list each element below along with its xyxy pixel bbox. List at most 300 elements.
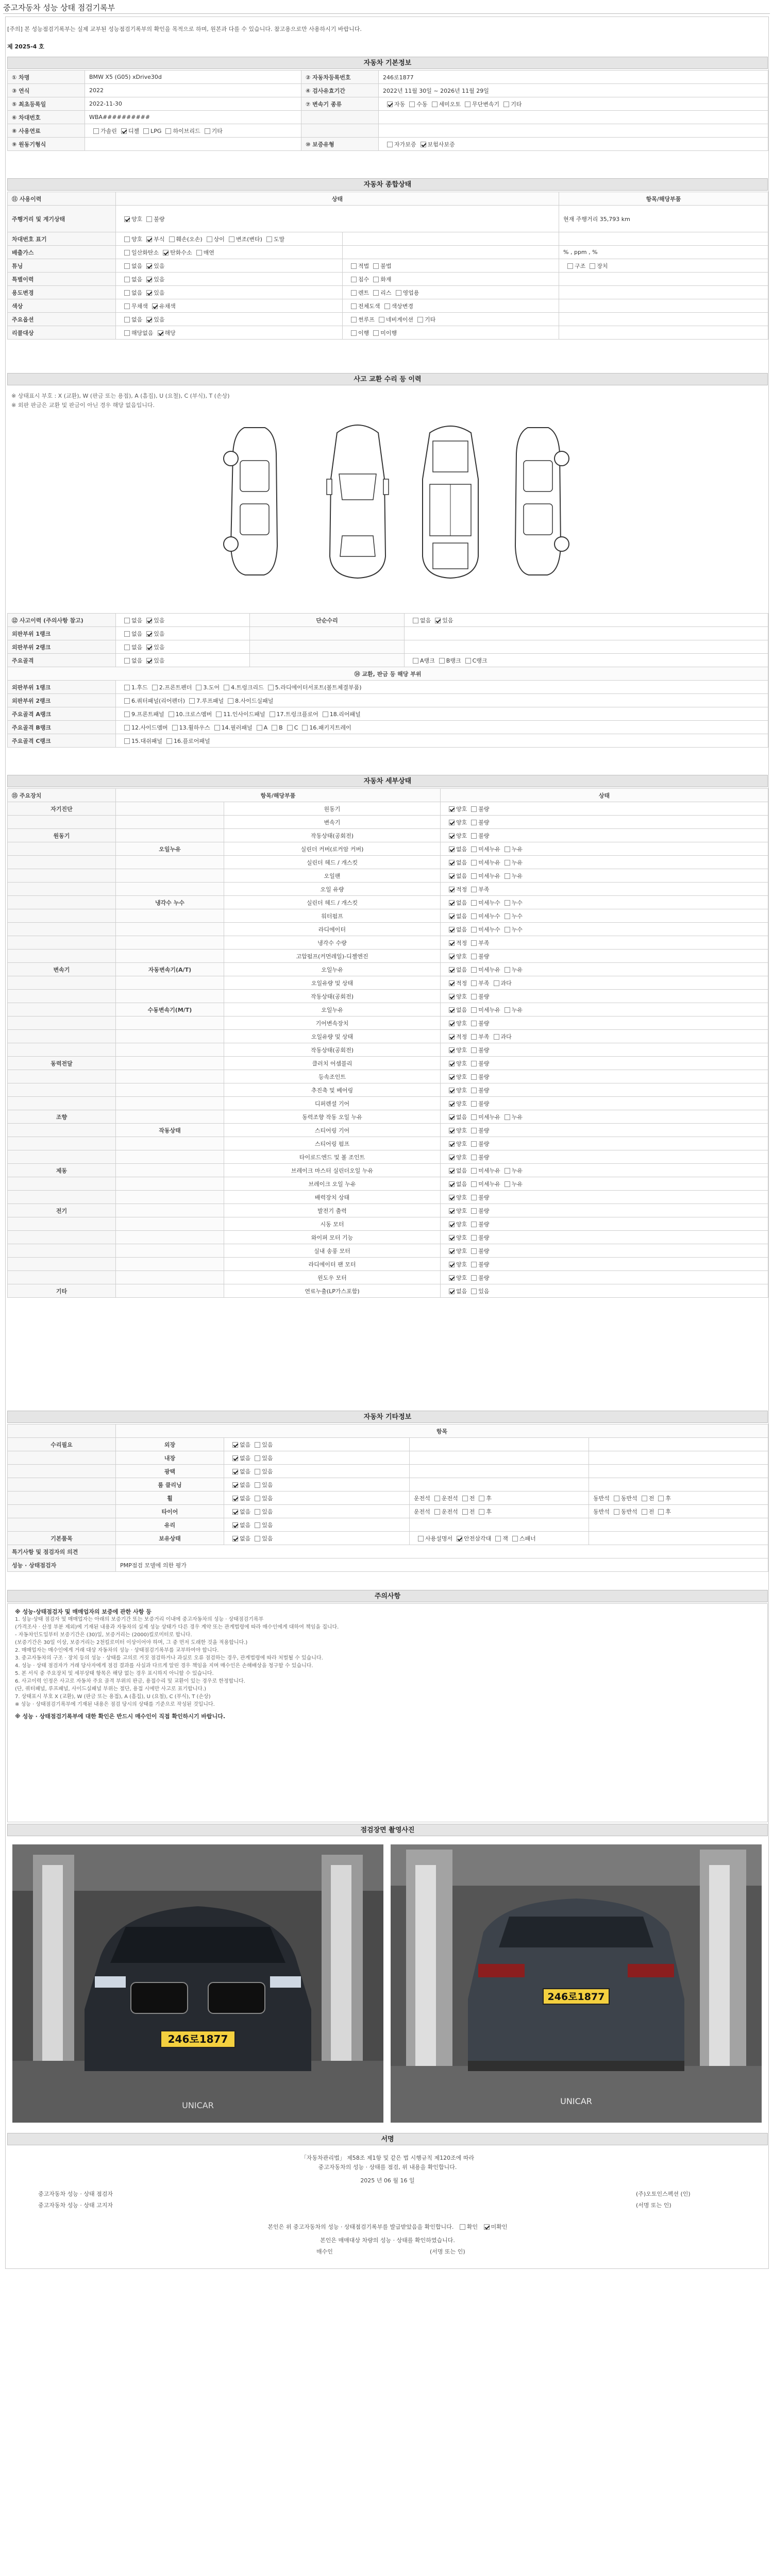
damage-part-checkbox[interactable] [196,685,201,690]
detail-checkbox[interactable] [505,967,510,973]
general-checkbox[interactable] [124,330,130,336]
etc-option: 없음 [240,1454,251,1462]
detail-checkbox[interactable] [471,1074,477,1080]
detail-checkbox[interactable] [449,927,455,933]
basic-field-label: ⑩ 보증유형 [306,141,334,148]
etc-checkbox[interactable] [255,1482,260,1488]
general-checkbox[interactable] [146,290,152,296]
detail-checkbox[interactable] [505,900,510,906]
detail-checkbox[interactable] [505,927,510,933]
detail-checkbox[interactable] [449,806,455,812]
general-checkbox[interactable] [152,303,158,309]
damage-part-checkbox[interactable] [287,725,293,731]
general-checkbox[interactable] [124,263,130,269]
detail-checkbox[interactable] [471,1155,477,1160]
consent-check-confirm[interactable] [460,2224,465,2230]
notice-text: [주의] 본 성능점검기록부는 실제 교부된 성능점검기록부의 확인을 목적으로 하며, 원본과 다를 수 있습니다. 참고용으로만 사용하시기 바랍니다. [7,26,362,32]
detail-checkbox[interactable] [471,994,477,999]
general-checkbox[interactable] [146,317,152,323]
etc-pos-option: 후 [486,1495,492,1502]
detail-checkbox[interactable] [449,860,455,866]
detail-checkbox[interactable] [505,1007,510,1013]
table-cell [8,816,116,829]
detail-checkbox[interactable] [449,1235,455,1241]
etc-pos-checkbox[interactable] [479,1509,484,1515]
table-cell [8,1258,116,1271]
detail-checkbox[interactable] [449,1262,455,1267]
table-cell [224,936,441,950]
damage-part-checkbox[interactable] [270,711,275,717]
detail-checkbox[interactable] [471,887,477,892]
mileage-value: 현재 주행거리 35,793 km [563,215,630,223]
detail-checkbox[interactable] [449,1208,455,1214]
general-more-checkbox[interactable] [379,317,384,323]
detail-item: 스티어링 기어 [314,1127,350,1134]
damage-part-option: C [294,724,298,731]
general-more-checkbox[interactable] [373,330,379,336]
etc-checkbox[interactable] [255,1522,260,1528]
detail-option: 불량 [478,1207,490,1214]
table-cell [8,1505,116,1518]
damage-checkbox[interactable] [124,645,130,650]
detail-checkbox[interactable] [449,1222,455,1227]
damage-part-checkbox[interactable] [302,725,308,731]
general-checkbox[interactable] [266,236,272,242]
detail-checkbox[interactable] [471,913,477,919]
etc-pos2-checkbox[interactable] [614,1509,619,1515]
table-cell [116,681,768,694]
detail-checkbox[interactable] [471,1128,477,1133]
detail-checkbox[interactable] [471,1021,477,1026]
damage-part-checkbox[interactable] [124,698,130,704]
etc-more-checkbox[interactable] [512,1536,518,1541]
detail-option: 없음 [456,966,467,973]
detail-checkbox[interactable] [471,873,477,879]
detail-checkbox[interactable] [449,1141,455,1147]
table-cell [8,990,116,1003]
detail-checkbox[interactable] [505,913,510,919]
detail-option: 부족 [478,979,490,987]
detail-checkbox[interactable] [471,954,477,959]
transmission-checkbox[interactable] [465,101,470,107]
general-more-checkbox[interactable] [351,290,357,296]
table-cell [410,1505,589,1518]
detail-checkbox[interactable] [449,1195,455,1200]
fuel-option: 디젤 [128,127,140,134]
caution-line: (가격조사 · 산정 부분 제외)에 기재된 내용과 자동차의 실제 성능 상태가 다른 경우 계약 또는 관계법령에 따라 매수인에게 대하여 책임을 집니다. [15,1624,339,1630]
caution-title: ※ 성능·상태점검자 및 매매업자의 보증에 관한 사항 등 [15,1608,152,1615]
detail-checkbox[interactable] [449,1034,455,1040]
general-more2-checkbox[interactable] [567,263,573,269]
detail-option: 미세누유 [478,845,500,853]
damage-part-checkbox[interactable] [214,725,220,731]
damage-part-checkbox[interactable] [124,685,130,690]
damage-part-checkbox[interactable] [189,698,195,704]
table-cell [224,976,441,990]
etc-checkbox[interactable] [232,1482,238,1488]
fuel-checkbox[interactable] [93,128,99,134]
table-cell [8,1518,116,1532]
detail-checkbox[interactable] [449,1248,455,1254]
table-row [8,1083,768,1097]
damage-part-checkbox[interactable] [152,685,158,690]
damage-checkbox[interactable] [146,618,152,623]
damage-row-label: 주요골격 [12,657,34,664]
fuel-checkbox[interactable] [205,128,210,134]
detail-checkbox[interactable] [471,833,477,839]
etc-checkbox[interactable] [232,1509,238,1515]
detail-item: 타이로드엔드 및 볼 조인트 [299,1154,365,1161]
damage-part-checkbox[interactable] [124,711,130,717]
detail-checkbox[interactable] [449,820,455,825]
general-option: 있음 [154,276,165,283]
table-row [8,1518,768,1532]
detail-checkbox[interactable] [471,900,477,906]
detail-checkbox[interactable] [449,900,455,906]
detail-checkbox[interactable] [471,940,477,946]
damage-part-checkbox[interactable] [272,725,277,731]
general-checkbox[interactable] [158,330,163,336]
damage-row-label: ⑫ 사고이력 (주의사항 참고) [12,617,83,624]
general-checkbox[interactable] [124,277,130,282]
detail-checkbox[interactable] [449,994,455,999]
detail-checkbox[interactable] [449,1101,455,1107]
table-cell [8,1244,116,1258]
detail-item: 실린더 헤드 / 개스킷 [306,899,358,906]
rear-photo-image [391,1844,762,2123]
etc-checkbox[interactable] [232,1522,238,1528]
damage-part-checkbox[interactable] [124,725,130,731]
fuel-option: 하이브리드 [173,127,200,134]
detail-option: 누수 [511,926,523,933]
etc-checkbox[interactable] [232,1455,238,1461]
table-cell [116,869,224,883]
detail-checkbox[interactable] [505,1114,510,1120]
table-cell [8,259,116,273]
fuel-checkbox[interactable] [121,128,127,134]
general-checkbox[interactable] [207,236,212,242]
table-row [8,299,768,313]
basic-field-label: ③ 연식 [12,87,30,94]
table-cell [116,829,224,842]
damage-checkbox[interactable] [124,631,130,637]
general-checkbox[interactable] [229,236,234,242]
detail-option: 미세누유 [478,859,500,866]
damage-part-checkbox[interactable] [169,711,174,717]
detail-checkbox[interactable] [449,1114,455,1120]
detail-checkbox[interactable] [449,980,455,986]
detail-checkbox[interactable] [449,954,455,959]
general-more-checkbox[interactable] [396,290,401,296]
etc-pos2-checkbox[interactable] [642,1509,647,1515]
detail-checkbox[interactable] [471,1114,477,1120]
detail-checkbox[interactable] [449,1168,455,1174]
general-checkbox[interactable] [124,317,130,323]
detail-checkbox[interactable] [505,846,510,852]
detail-checkbox[interactable] [471,967,477,973]
detail-option: 없음 [456,1180,467,1188]
transmission-checkbox[interactable] [432,101,438,107]
detail-checkbox[interactable] [449,1128,455,1133]
general-checkbox[interactable] [124,290,130,296]
table-cell [116,856,224,869]
table-cell [8,206,116,232]
etc-checkbox[interactable] [255,1469,260,1475]
general-more-option: 기타 [425,316,436,323]
table-cell [224,856,441,869]
general-checkbox[interactable] [196,250,202,256]
etc-pos2-checkbox[interactable] [658,1496,664,1501]
detail-checkbox[interactable] [494,1034,499,1040]
etc-pos2-option: 후 [665,1508,671,1515]
damage-checkbox[interactable] [146,631,152,637]
damage-part-checkbox[interactable] [216,711,222,717]
damage-checkbox[interactable] [146,658,152,664]
transmission-checkbox[interactable] [503,101,509,107]
etc-pos-checkbox[interactable] [434,1509,440,1515]
detail-checkbox[interactable] [494,980,499,986]
general-more-checkbox[interactable] [417,317,423,323]
detail-checkbox[interactable] [449,1007,455,1013]
detail-checkbox[interactable] [505,873,510,879]
etc-pos-checkbox[interactable] [434,1496,440,1501]
table-row [8,1097,768,1110]
table-row [8,1438,768,1451]
etc-checkbox[interactable] [255,1536,260,1541]
etc-group: 기본품목 [51,1535,73,1542]
detail-checkbox[interactable] [471,1275,477,1281]
table-cell [116,1191,224,1204]
detail-checkbox[interactable] [471,1289,477,1294]
detail-checkbox[interactable] [449,1088,455,1093]
general-checkbox[interactable] [169,236,175,242]
detail-checkbox[interactable] [471,1047,477,1053]
detail-checkbox[interactable] [449,940,455,946]
detail-checkbox[interactable] [449,1289,455,1294]
etc-checkbox[interactable] [232,1536,238,1541]
detail-item: 시동 모터 [320,1221,344,1228]
general-more-checkbox[interactable] [351,277,357,282]
detail-checkbox[interactable] [471,846,477,852]
detail-checkbox[interactable] [471,1168,477,1174]
transmission-checkbox[interactable] [409,101,415,107]
detail-checkbox[interactable] [471,1235,477,1241]
transmission-checkbox[interactable] [387,101,393,107]
consent-check-unconfirmed[interactable] [484,2224,490,2230]
etc-pos-checkbox[interactable] [479,1496,484,1501]
table-cell [8,1137,116,1150]
detail-checkbox[interactable] [505,1168,510,1174]
detail-item: 라디에이터 팬 모터 [308,1261,356,1268]
table-cell [116,1505,224,1518]
etc-checkbox[interactable] [255,1442,260,1448]
detail-checkbox[interactable] [449,873,455,879]
table-row [8,124,768,138]
general-checkbox[interactable] [146,236,152,242]
table-cell [589,1505,768,1518]
general-more-checkbox[interactable] [351,303,357,309]
detail-option: 양호 [456,1060,467,1067]
etc-checkbox[interactable] [232,1442,238,1448]
detail-checkbox[interactable] [471,980,477,986]
general-checkbox[interactable] [124,236,130,242]
damage-part-checkbox[interactable] [172,725,178,731]
general-option: 도말 [273,235,285,243]
damage-part-option: 18.리어패널 [329,710,361,718]
consent-text: 본인은 위 중고자동차의 성능 · 상태점검기록부를 발급받았음을 확인합니다. [267,2224,454,2230]
general-checkbox[interactable] [146,263,152,269]
etc-checkbox[interactable] [232,1496,238,1501]
warranty-checkbox[interactable] [421,142,426,147]
detail-option: 불량 [478,819,490,826]
detail-checkbox[interactable] [471,1208,477,1214]
etc-pos-checkbox[interactable] [462,1509,468,1515]
detail-group: 원동기 [53,832,70,839]
detail-item: 워터펌프 [321,912,343,920]
detail-checkbox[interactable] [471,1007,477,1013]
detail-subgroup: 작동상태 [159,1127,181,1134]
detail-checkbox[interactable] [449,1074,455,1080]
detail-checkbox[interactable] [471,1195,477,1200]
damage-part-checkbox[interactable] [228,698,233,704]
mileage-check[interactable] [124,216,130,222]
general-more-checkbox[interactable] [384,303,390,309]
etc-pos2-checkbox[interactable] [642,1496,647,1501]
general-more-checkbox[interactable] [373,290,379,296]
detail-checkbox[interactable] [471,1088,477,1093]
general-more-checkbox[interactable] [351,330,357,336]
general-more-checkbox[interactable] [373,263,379,269]
table-cell [8,842,116,856]
table-cell [8,802,116,816]
etc-option: 없음 [240,1481,251,1488]
etc-pos2-checkbox[interactable] [658,1509,664,1515]
etc-more-checkbox[interactable] [418,1536,424,1541]
detail-checkbox[interactable] [449,1275,455,1281]
detail-checkbox[interactable] [471,1061,477,1066]
damage-part-option: 10.크로스멤버 [175,710,212,718]
detail-option: 과다 [500,979,512,987]
detail-checkbox[interactable] [471,1181,477,1187]
etc-checkbox[interactable] [255,1496,260,1501]
damage-part-checkbox[interactable] [323,711,328,717]
etc-checkbox[interactable] [255,1509,260,1515]
table-row [8,936,768,950]
detail-checkbox[interactable] [471,927,477,933]
detail-checkbox[interactable] [505,1181,510,1187]
detail-checkbox[interactable] [449,887,455,892]
detail-checkbox[interactable] [449,1021,455,1026]
general-checkbox[interactable] [163,250,169,256]
damage-part-checkbox[interactable] [224,685,229,690]
etc-pos2-checkbox[interactable] [614,1496,619,1501]
detail-checkbox[interactable] [449,833,455,839]
damage-rank-checkbox[interactable] [439,658,445,664]
table-cell [116,326,343,340]
damage-checkbox[interactable] [124,658,130,664]
general-checkbox[interactable] [124,250,130,256]
detail-checkbox[interactable] [471,806,477,812]
detail-checkbox[interactable] [471,1034,477,1040]
detail-checkbox[interactable] [449,1181,455,1187]
detail-checkbox[interactable] [471,1222,477,1227]
detail-checkbox[interactable] [471,820,477,825]
table-cell [441,1083,768,1097]
table-cell [224,1478,410,1492]
detail-checkbox[interactable] [449,1061,455,1066]
fuel-checkbox[interactable] [143,128,149,134]
table-row [8,640,768,654]
general-checkbox[interactable] [146,277,152,282]
damage-part-checkbox[interactable] [166,738,172,744]
detail-checkbox[interactable] [449,1155,455,1160]
etc-checkbox[interactable] [255,1455,260,1461]
table-cell [116,896,224,909]
detail-checkbox[interactable] [449,846,455,852]
detail-option: 없음 [456,1167,467,1174]
mileage-check[interactable] [146,216,152,222]
damage-part-checkbox[interactable] [268,685,274,690]
general-checkbox[interactable] [124,303,130,309]
damage-part-checkbox[interactable] [257,725,262,731]
detail-checkbox[interactable] [449,1047,455,1053]
detail-checkbox[interactable] [449,967,455,973]
detail-checkbox[interactable] [471,1262,477,1267]
damage-rank-checkbox[interactable] [413,658,418,664]
general-more-checkbox[interactable] [351,317,357,323]
detail-checkbox[interactable] [471,1141,477,1147]
etc-pos-checkbox[interactable] [462,1496,468,1501]
etc-checkbox[interactable] [232,1469,238,1475]
general-more-checkbox[interactable] [351,263,357,269]
damage-rank-option: B랭크 [446,657,461,664]
table-row [8,963,768,976]
table-cell [224,1083,441,1097]
damage-rank-checkbox[interactable] [465,658,471,664]
damage-part-checkbox[interactable] [124,738,130,744]
damage-checkbox[interactable] [146,645,152,650]
table-cell [224,1030,441,1043]
detail-option: 불량 [478,1060,490,1067]
basic-field-value: 2022년 11월 30일 ~ 2026년 11월 29일 [383,87,489,94]
etc-more-checkbox[interactable] [457,1536,462,1541]
table-cell [116,1150,224,1164]
detail-checkbox[interactable] [505,860,510,866]
table-cell [441,1191,768,1204]
table-cell [224,1258,441,1271]
detail-checkbox[interactable] [449,913,455,919]
detail-checkbox[interactable] [471,1248,477,1254]
etc-more-option: 스패너 [519,1535,536,1542]
damage-checkbox[interactable] [124,618,130,623]
detail-checkbox[interactable] [471,860,477,866]
general-more2-checkbox[interactable] [590,263,595,269]
detail-checkbox[interactable] [471,1101,477,1107]
fuel-checkbox[interactable] [165,128,171,134]
table-cell [116,1110,224,1124]
etc-option: 없음 [240,1508,251,1515]
detail-option: 적정 [456,1033,467,1040]
etc-more-checkbox[interactable] [495,1536,501,1541]
etc-item: 유리 [164,1521,176,1529]
warranty-checkbox[interactable] [387,142,393,147]
general-more-checkbox[interactable] [373,277,379,282]
table-cell [441,923,768,936]
damage-simple-checkbox[interactable] [435,618,441,623]
detail-option: 없음 [456,912,467,920]
damage-simple-checkbox[interactable] [413,618,418,623]
detail-item: 실내 송풍 모터 [314,1247,350,1255]
